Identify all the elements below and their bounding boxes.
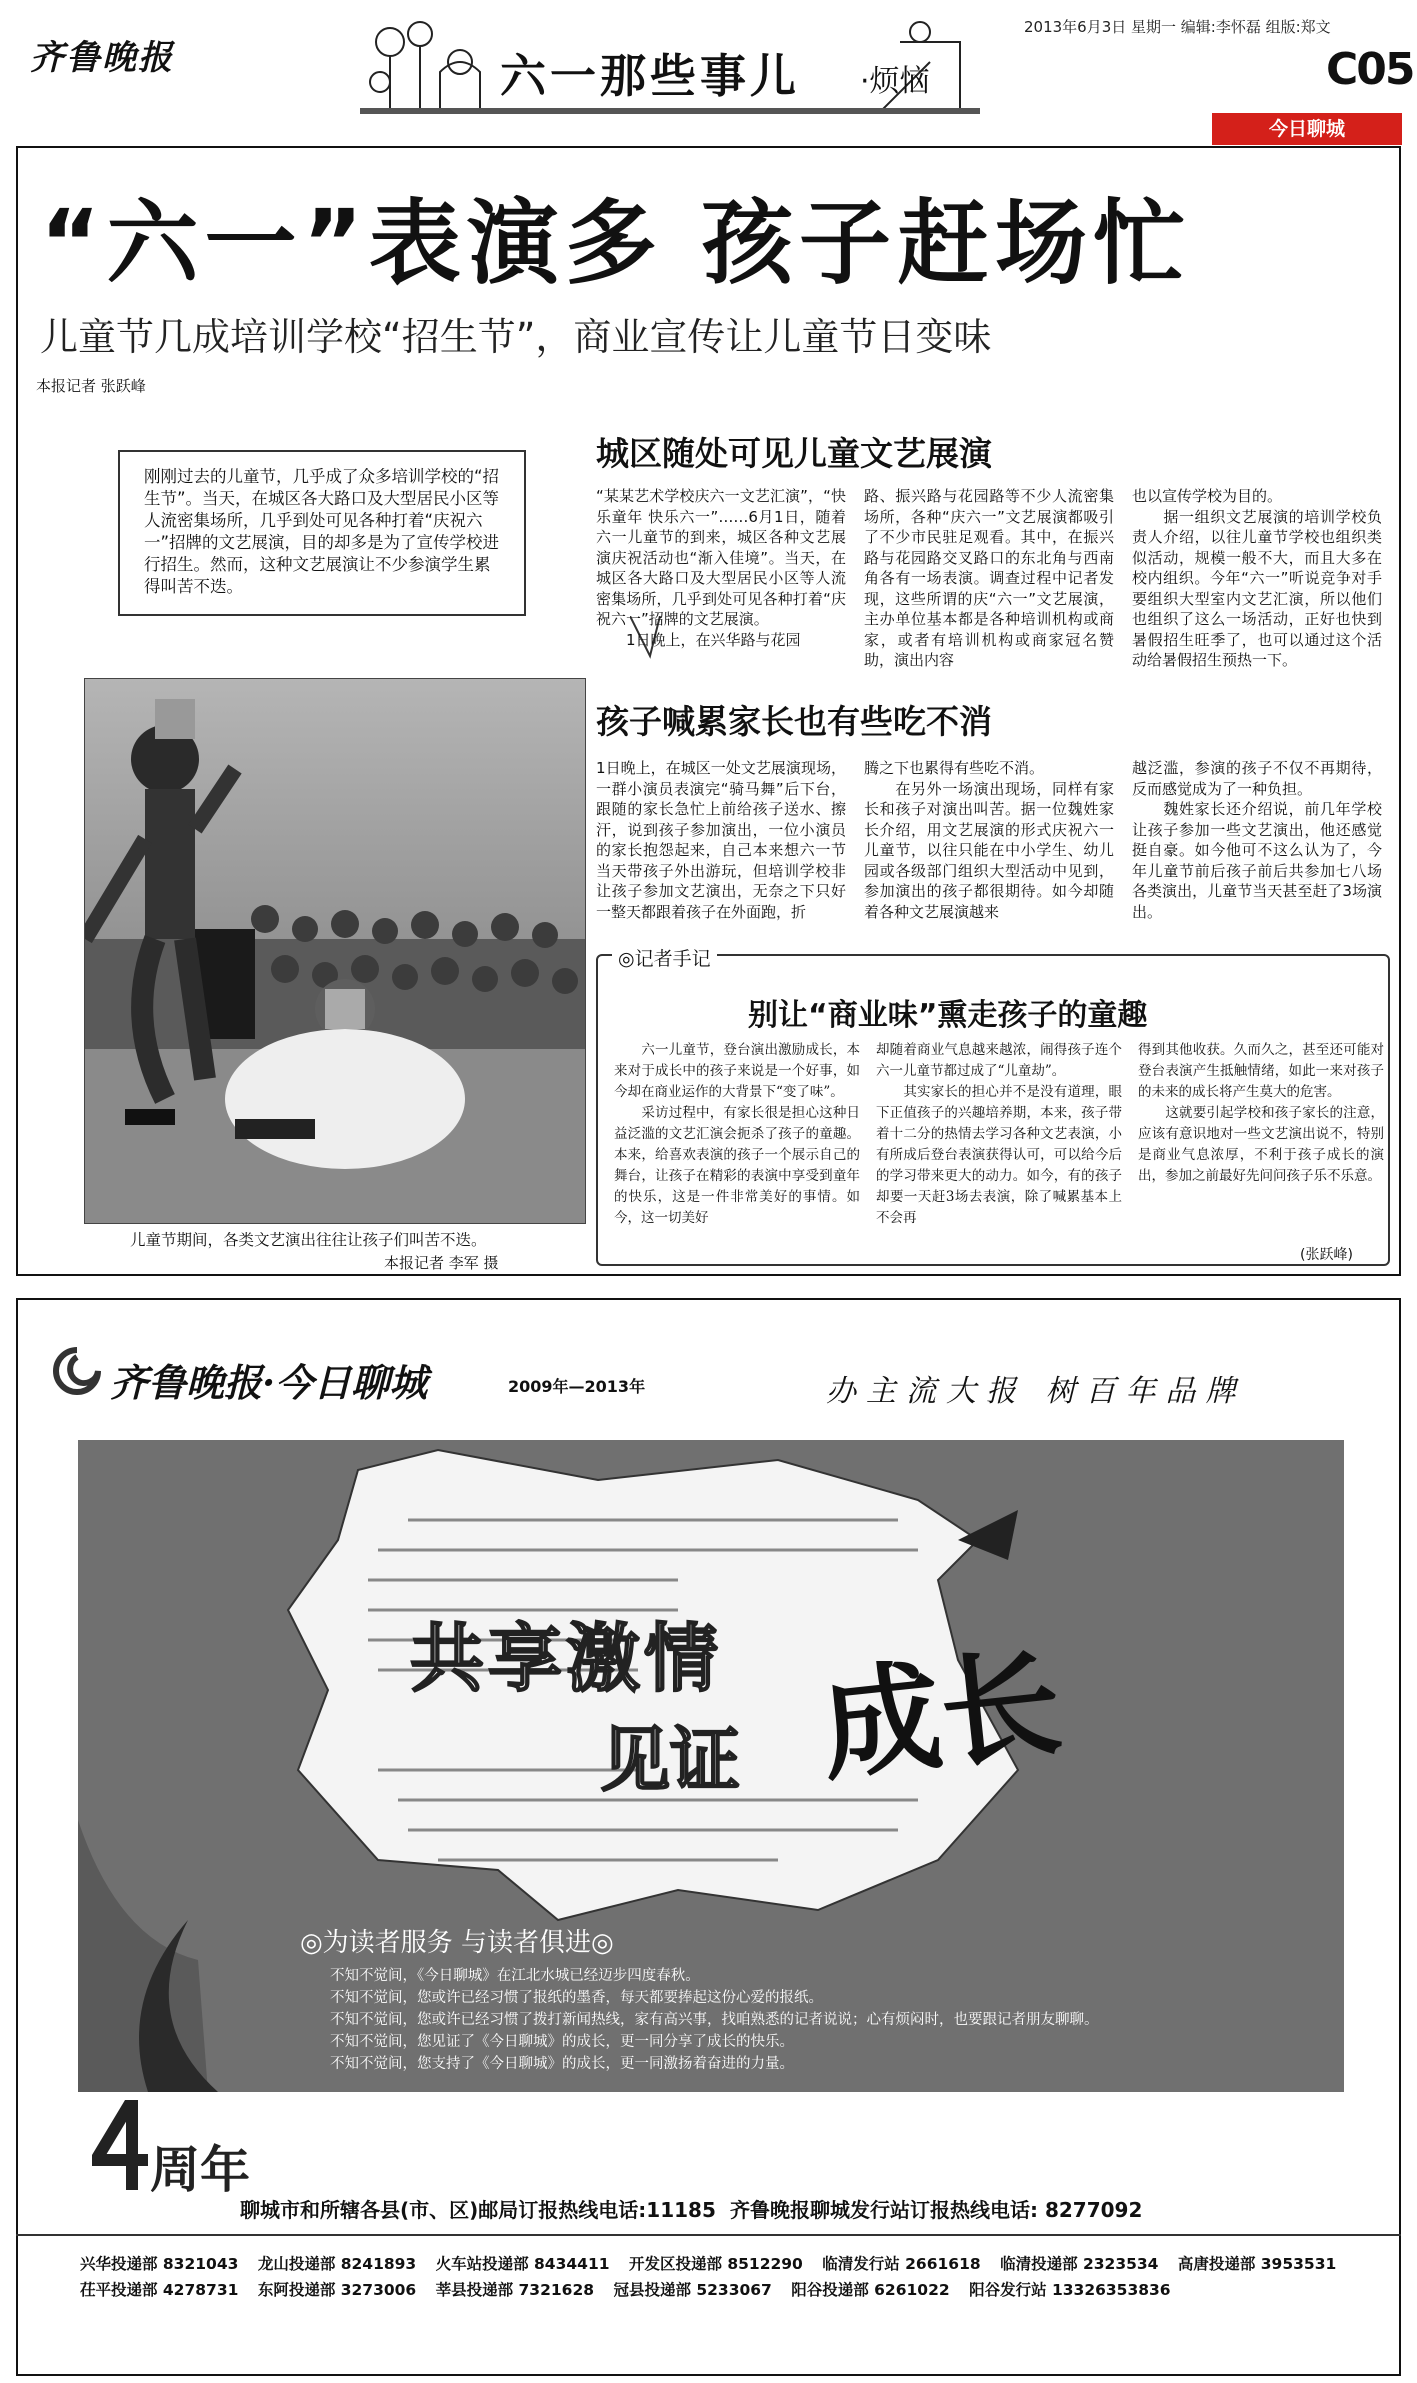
subhead-1: 城区随处可见儿童文艺展演 — [596, 434, 992, 473]
date-editor-line: 2013年6月3日 星期一 编辑:李怀磊 组版:郑文 — [1024, 18, 1331, 36]
ad-heading-1: 共享激情 — [410, 1616, 722, 1702]
topic-title: 六一那些事儿 — [500, 49, 800, 103]
topic-subtitle: ·烦恼 — [860, 64, 930, 99]
service-line: 不知不觉间，《今日聊城》在江北水城已经迈步四度春秋。 — [330, 1968, 700, 1984]
ad-years: 2009年—2013年 — [508, 1377, 646, 1396]
stations-row-2 — [80, 2278, 1380, 2300]
stations-row-1 — [80, 2252, 1380, 2274]
station-entry: 火车站投递部 8434411 — [435, 2255, 610, 2273]
ad-heading-2: 见证 — [600, 1719, 740, 1801]
service-title: ◎为读者服务 与读者俱进◎ — [300, 1928, 614, 1958]
reporter-note-title: 别让“商业味”熏走孩子的童趣 — [748, 998, 1148, 1033]
station-entry: 茌平投递部 4278731 — [80, 2281, 239, 2299]
deck: 儿童节几成培训学校“招生节”，商业宣传让儿童节日变味 — [40, 315, 992, 359]
article-column: “某某艺术学校庆六一文艺汇演”，“快乐童年 快乐六一”……6月1日，随着六一儿童节的到来，城区各种文艺展演庆祝活动也“渐入佳境”。当天，在城区各大路口及大型居民小区等人流密集场所，几乎到处可见各种打着“庆祝六一”招牌的文艺展演。 1日晚上，在兴华路与花园 — [596, 487, 846, 649]
photo-credit: 本报记者 李军 摄 — [384, 1254, 499, 1272]
note-column: 六一儿童节，登台演出激励成长，本来对于成长中的孩子来说是一个好事，如今却在商业运作的大背景下“变了味”。 采访过程中，有家长很是担心这种日益泛滥的文艺汇演会扼杀了孩子的童趣。本来，给喜欢表演的孩子一个展示自己的舞台，让孩子在精彩的表演中享受到童年的快乐，这是一件非常美好的事情。如今，这一切美好 — [614, 1042, 860, 1226]
reporter-note-tag: ◎记者手记 — [612, 944, 717, 971]
section-tag: 今日聊城 — [1212, 113, 1402, 145]
ad-calligraphy: 成长 — [814, 1632, 1068, 1799]
article-column: 路、振兴路与花园路等不少人流密集场所，各种“庆六一”文艺展演都吸引了不少市民驻足观看。其中，在振兴路与花园路交叉路口的东北角与西南角各有一场表演。调查过程中记者发现，这些所谓的庆“六一”文艺展演，主办单位基本都是各种培训机构或商家，或者有培训机构或商家冠名赞助，演出内容 — [864, 487, 1114, 669]
service-line: 不知不觉间，您见证了《今日聊城》的成长，更一同分享了成长的快乐。 — [330, 2034, 794, 2050]
news-photo — [84, 678, 586, 1224]
station-entry: 阳谷发行站 13326353836 — [969, 2281, 1171, 2299]
hotline-post: 聊城市和所辖各县(市、区)邮局订报热线电话:11185 — [240, 2198, 716, 2222]
service-line: 不知不觉间，您支持了《今日聊城》的成长，更一同激扬着奋进的力量。 — [330, 2056, 794, 2072]
four-numeral-icon — [92, 2100, 152, 2190]
service-line: 不知不觉间，您或许已经习惯了拨打新闻热线，家有高兴事，找咱熟悉的记者说说；心有烦闷时，也要跟记者朋友聊聊。 — [330, 2012, 1099, 2028]
headline: “六一”表演多 孩子赶场忙 — [40, 190, 1191, 297]
article-column: 越泛滥，参演的孩子不仅不再期待，反而感觉成为了一种负担。 魏姓家长还介绍说，前几年学校让孩子参加一些文艺演出，他还感觉挺自豪。如今他可不这么认为了，今年儿童节前后孩子前后共参加七八场各类演出，儿童节当天甚至赶了3场演出。 — [1132, 759, 1382, 921]
article-column: 腾之下也累得有些吃不消。 在另外一场演出现场，同样有家长和孩子对演出叫苦。据一位魏姓家长介绍，用文艺展演的形式庆祝六一儿童节，以往只能在中小学生、幼儿园或各级部门组织大型活动中见到，参加演出的孩子都很期待。如今却随着各种文艺展演越来 — [864, 759, 1114, 921]
station-entry: 高唐投递部 3953531 — [1177, 2255, 1337, 2273]
photo-caption: 儿童节期间，各类文艺演出往往让孩子们叫苦不迭。 — [130, 1231, 487, 1249]
ad-brand-logo: 齐鲁晚报·今日聊城 — [110, 1360, 428, 1405]
note-author: (张跃峰) — [1300, 1247, 1353, 1263]
station-entry: 莘县投递部 7321628 — [435, 2281, 595, 2299]
station-entry: 开发区投递部 8512290 — [628, 2255, 803, 2273]
service-line: 不知不觉间，您或许已经习惯了报纸的墨香，每天都要捧起这份心爱的报纸。 — [330, 1990, 823, 2006]
station-entry: 冠县投递部 5233067 — [613, 2281, 772, 2299]
station-entry: 龙山投递部 8241893 — [257, 2255, 417, 2273]
note-column: 得到其他收获。久而久之，甚至还可能对登台表演产生抵触情绪，如此一来对孩子的未来的成长将产生莫大的危害。 这就要引起学校和孩子家长的注意，应该有意识地对一些文艺演出说不，特别是商业气息浓厚，不利于孩子成长的演出，参加之前最好先问问孩子乐不乐意。 — [1138, 1042, 1384, 1184]
callout-box: 刚刚过去的儿童节，几乎成了众多培训学校的“招生节”。当天，在城区各大路口及大型居民小区等人流密集场所，几乎到处可见各种打着“庆祝六一”招牌的文艺展演，目的却多是为了宣传学校进行招生。然而，这种文艺展演让不少参演学生累得叫苦不迭。 — [118, 450, 526, 616]
page-number: C05 — [1326, 44, 1414, 95]
ad-slogan: 办主流大报 树百年品牌 — [826, 1374, 1246, 1409]
station-entry: 兴华投递部 8321043 — [80, 2255, 239, 2273]
article-column: 1日晚上，在城区一处文艺展演现场，一群小演员表演完“骑马舞”后下台，跟随的家长急忙上前给孩子送水、擦汗，说到孩子参加演出，一位小演员的家长抱怨起来，自己本来想六一节当天带孩子外出游玩，但培训学校非让孩子参加文艺演出，无奈之下只好一整天都跟着孩子在外面跑，折 — [596, 759, 846, 921]
station-entry: 阳谷投递部 6261022 — [791, 2281, 950, 2299]
subhead-2: 孩子喊累家长也有些吃不消 — [596, 702, 992, 741]
station-entry: 临清投递部 2323534 — [1000, 2255, 1159, 2273]
brand-logo: 齐鲁晚报 — [30, 38, 174, 78]
hotline-station: 齐鲁晚报聊城发行站订报热线电话: 8277092 — [730, 2198, 1143, 2222]
byline: 本报记者 张跃峰 — [36, 377, 146, 395]
anniversary-label: 周年 — [150, 2141, 250, 2199]
station-entry: 临清发行站 2661618 — [822, 2255, 981, 2273]
station-entry: 东阿投递部 3273006 — [257, 2281, 417, 2299]
brand-swirl-icon — [52, 1346, 102, 1396]
note-column: 却随着商业气息越来越浓，闹得孩子连个六一儿童节都过成了“儿童劫”。 其实家长的担心并不是没有道理，眼下正值孩子的兴趣培养期，本来，孩子带着十二分的热情去学习各种文艺表演，小有所成后登台表演获得认可，可以给今后的学习带来更大的动力。如今，有的孩子却要一天赶3场去表演，除了喊累基本上不会再 — [876, 1042, 1122, 1226]
article-column: 也以宣传学校为目的。 据一组织文艺展演的培训学校负责人介绍，以往儿童节学校也组织类似活动，规模一般不大，而且大多在校内组织。今年“六一”听说竞争对手要组织大型室内文艺汇演，所以他们也组织了这么一场活动，正好也快到暑假招生旺季了，也可以通过这个活动给暑假招生预热一下。 — [1132, 487, 1382, 669]
divider — [16, 2234, 1401, 2236]
